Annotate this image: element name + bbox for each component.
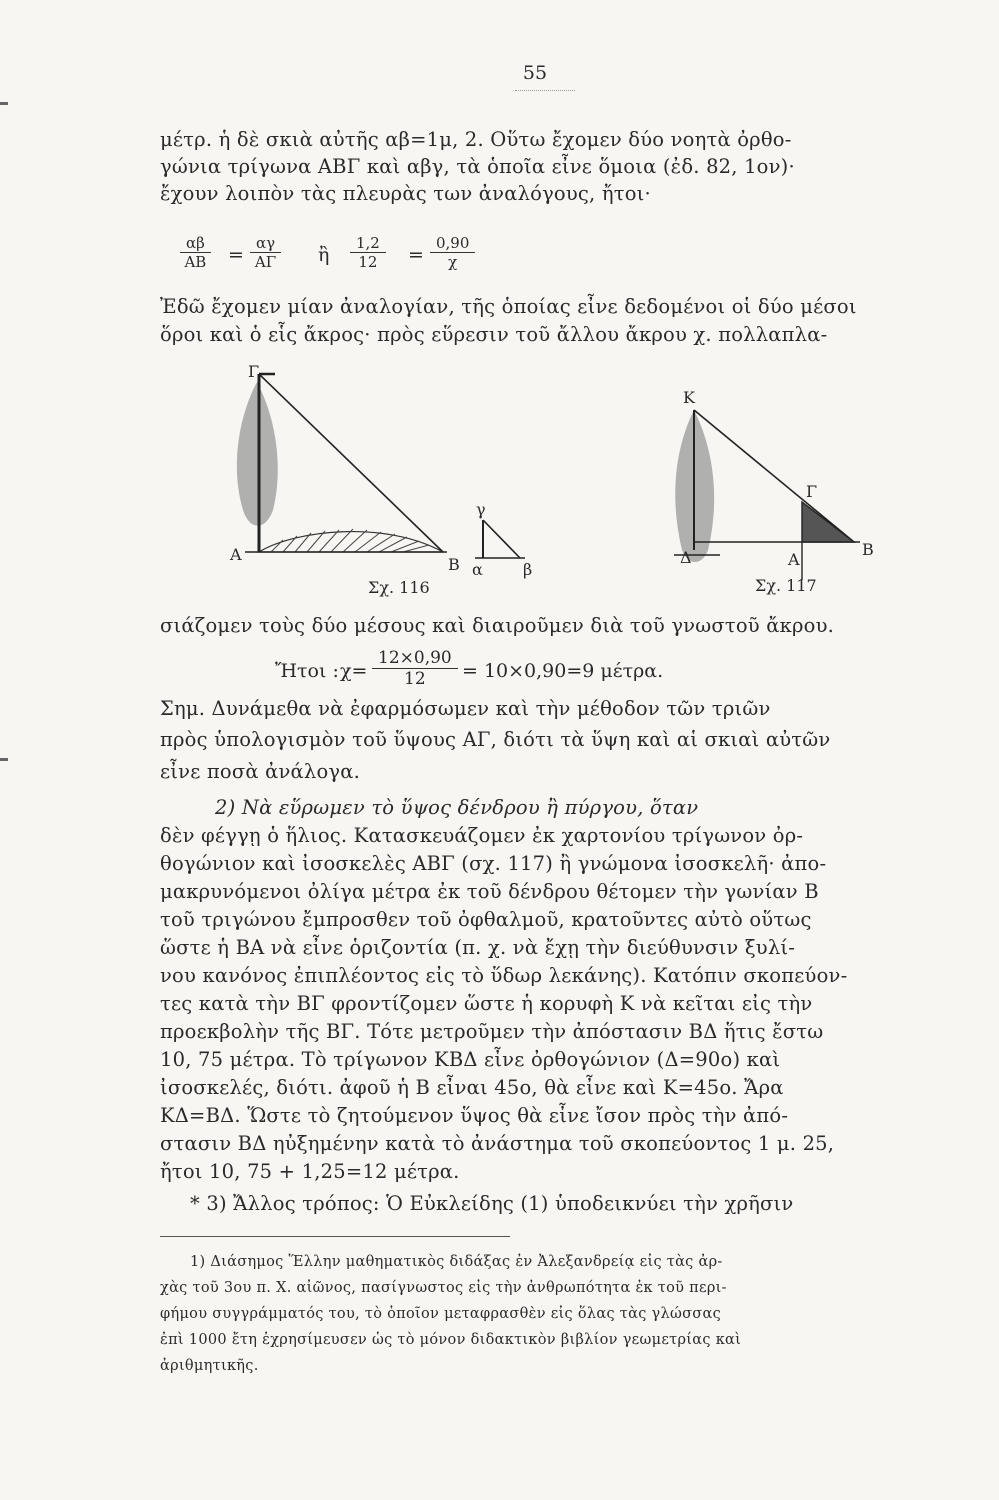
fraction-denominator: χ [448,253,458,271]
page-number-rule [515,90,575,91]
text-line: μέτρ. ἡ δὲ σκιὰ αὐτῆς αβ=1μ, 2. Οὕτω ἔχομεν δύο νοητὰ ὀρθο- [160,128,792,151]
text-line: ἤτοι 10, 75 + 1,25=12 μέτρα. [160,1160,460,1183]
fraction-denominator: 12 [404,669,426,689]
text-line: * 3) Ἄλλος τρόπος: Ὁ Εὐκλείδης (1) ὑποδεικνύει τὴν χρῆσιν [190,1192,794,1215]
fraction [250,234,281,271]
text-line: Σημ. Δυνάμεθα νὰ ἐφαρμόσωμεν καὶ τὴν μέθοδον τῶν τριῶν [160,697,771,720]
equals-sign: = [228,244,244,266]
text-line: στασιν ΒΔ ηὐξημένην κατὰ τὸ ἀνάστημα τοῦ σκοπεύοντος 1 μ. 25, [160,1132,835,1155]
label-gamma: Γ [806,482,818,501]
text-line: ΚΔ=ΒΔ. Ὥστε τὸ ζητούμενον ὕψος θὰ εἶνε ἴσον πρὸς τὴν ἀπό- [160,1104,789,1127]
text-line: γώνια τρίγωνα ΑΒΓ καὶ αβγ, τὰ ὁποῖα εἶνε ὅμοια (ἐδ. 82, 1ον)· [160,155,795,178]
fraction-numerator: αγ [250,234,281,253]
text-line: θογώνιον καὶ ἰσοσκελὲς ΑΒΓ (σχ. 117) ἢ γνώμονα ἰσοσκελῆ· ἀπο- [160,852,827,875]
fraction [430,234,475,271]
result-rest: = 10×0,90=9 μέτρα. [462,660,664,682]
sight-line [694,410,854,542]
label-beta: Β [862,540,874,559]
text-line: πρὸς ὑπολογισμὸν τοῦ ὕψους ΑΓ, διότι τὰ ὕψη καὶ αἱ σκιαὶ αὐτῶν [160,728,831,751]
text-line: μακρυνόμενοι ὀλίγα μέτρα ἐκ τοῦ δένδρου θέτομεν τὴν γωνίαν Β [160,880,819,903]
sun-ray [259,374,443,552]
text-line: ἰσοσκελές, διότι. ἀφοῦ ἡ Β εἶναι 45ο, θὰ εἶνε καὶ Κ=45ο. Ἄρα [160,1076,784,1099]
or-word: ἢ [318,244,330,266]
text-line: ἔχουν λοιπὸν τὰς πλευρὰς των ἀναλόγους, ἤτοι· [160,182,651,205]
figure-116 [225,360,555,590]
fraction-numerator: 1,2 [350,234,386,253]
section-heading: 2) Νὰ εὕρωμεν τὸ ὕψος δένδρου ἢ πύργου, ὅταν [215,796,699,819]
footnote-line: 1) Διάσημος Ἕλλην μαθηματικὸς διδάξας ἐν Ἀλεξανδρείᾳ εἰς τὰς ἀρ- [190,1254,723,1270]
label-beta-cap: Β [448,555,460,574]
label-alpha-cap: Α [230,545,242,564]
fraction-denominator: 12 [358,253,378,271]
fraction [350,234,386,271]
footnote-line: ἀριθμητικῆς. [160,1358,259,1374]
label-alpha: Α [788,550,800,569]
fraction-denominator: ΑΓ [254,253,277,271]
footnote-line: ἐπὶ 1000 ἔτη ἐχρησίμευσεν ὡς τὸ μόνον διδακτικὸν βιβλίον γεωμετρίας καὶ [160,1332,742,1348]
text-line: ὥστε ἡ ΒΑ νὰ εἶνε ὁριζοντία (π. χ. νὰ ἔχῃ τὴν διεύθυνσιν ξυλί- [160,936,796,959]
small-ray [483,520,520,558]
text-line: ὅροι καὶ ὁ εἷς ἄκρος· πρὸς εὕρεσιν τοῦ ἄλλου ἄκρου χ. πολλαπλα- [160,323,828,346]
set-square [802,502,854,542]
figure-117-caption: Σχ. 117 [755,576,817,595]
label-gamma-small: γ [476,500,486,519]
label-delta: Δ [680,548,692,567]
footnote-rule [160,1236,510,1237]
label-kappa: Κ [683,388,695,407]
result-fraction [372,648,458,689]
equals-sign: = [408,244,424,266]
fraction-denominator: ΑΒ [184,253,207,271]
text-line: δὲν φέγγῃ ὁ ἥλιος. Κατασκευάζομεν ἐκ χαρτονίου τρίγωνον ὀρ- [160,824,804,847]
footnote-line: χὰς τοῦ 3ου π. Χ. αἰῶνος, πασίγνωστος εἰς τὴν ἀνθρωπότητα ἐκ τοῦ περι- [160,1280,727,1296]
text-line: 10, 75 μέτρα. Τὸ τρίγωνον ΚΒΔ εἶνε ὀρθογώνιον (Δ=90ο) καὶ [160,1048,781,1071]
text-line: Ἐδῶ ἔχομεν μίαν ἀναλογίαν, τῆς ὁποίας εἶνε δεδομένοι οἱ δύο μέσοι [160,295,857,318]
figure-117 [660,390,890,590]
text-line: τοῦ τριγώνου ἔμπροσθεν τοῦ ὀφθαλμοῦ, κρατοῦντες αὐτὸ οὕτως [160,908,812,931]
text-line: νου κανόνος ἐπιπλέοντος εἰς τὸ ὕδωρ λεκάνης). Κατόπιν σκοπεύον- [160,964,848,987]
result-prefix: Ἤτοι : [275,660,339,682]
text-line: σιάζομεν τοὺς δύο μέσους καὶ διαιροῦμεν διὰ τοῦ γνωστοῦ ἄκρου. [160,614,835,637]
footnote-line: φήμου συγγράμματός του, τὸ ὁποῖον μεταφρασθὲν εἰς ὅλας τὰς γλώσσας [160,1306,722,1322]
label-beta-small: β [523,560,533,579]
label-alpha-small: α [472,560,483,579]
margin-mark [0,102,8,105]
page-number: 55 [522,62,548,84]
fraction-numerator: 12×0,90 [372,648,458,669]
label-gamma-cap: Γ [248,362,260,381]
fraction-numerator: αβ [180,234,211,253]
text-line: τες κατὰ τὴν ΒΓ φροντίζομεν ὥστε ἡ κορυφὴ Κ νὰ κεῖται εἰς τὴν [160,992,813,1015]
result-x: χ= [340,660,368,682]
figure-116-caption: Σχ. 116 [368,578,430,597]
tree-foliage [237,382,278,526]
margin-mark [0,758,8,761]
fraction-numerator: 0,90 [430,234,475,253]
text-line: προεκβολὴν τῆς ΒΓ. Τότε μετροῦμεν τὴν ἀπόστασιν ΒΔ ἥτις ἔστω [160,1020,824,1043]
shadow-hatching [271,529,429,552]
fraction [180,234,211,271]
text-line: εἶνε ποσὰ ἀνάλογα. [160,760,361,783]
